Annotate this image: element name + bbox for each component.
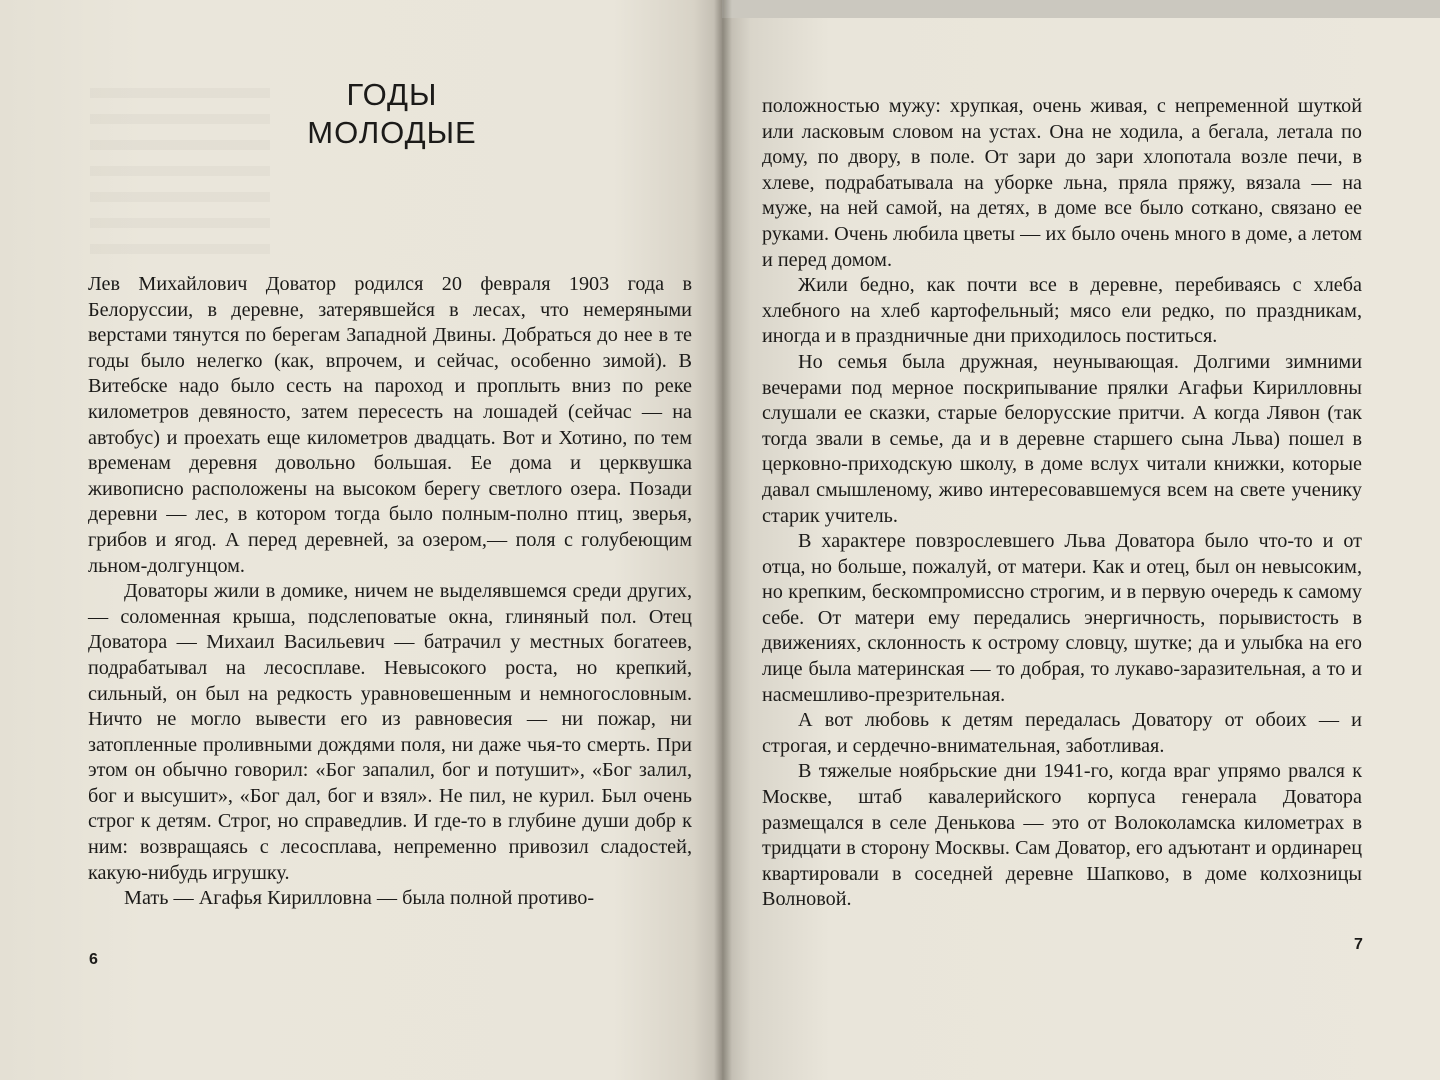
left-page-text — [88, 272, 692, 912]
page-number-right: 7 — [1354, 936, 1363, 953]
paragraph: А вот любовь к детям передалась Доватору от обоих — и строгая, и сердечно-внимательная, заботливая. — [762, 709, 1362, 757]
paragraph: Лев Михайлович Доватор родился 20 февраля 1903 года в Белоруссии, в деревне, затерявшейся в лесах, что немеряными верстами тянутся по берегам Западной Двины. Добраться до нее в те годы было нелегко (как, впрочем, и сейчас, особенно зимой). В Витебске надо было сесть на пароход и проплыть вниз по реке километров девяносто, затем пересесть на лошадей (сейчас — на автобус) и проехать еще километров двадцать. Вот и Хотино, по тем временам деревня довольно большая. Ее дома и церквушка живописно расположены на высоком берегу светлого озера. Позади деревни — лес, в котором тогда было полным-полно птиц, зверья, грибов и ягод. А перед деревней, за озером,— поля с голубеющим льном-долгунцом. — [88, 273, 692, 577]
paragraph: В тяжелые ноябрьские дни 1941-го, когда враг упрямо рвался к Москве, штаб кавалерийского корпуса генерала Доватора размещался в селе Денькова — это от Волоколамска километрах в тридцати в сторону Москвы. Сам Доватор, его адъютант и ординарец квартировали в соседней деревне Шапково, в доме колхозницы Волновой. — [762, 760, 1362, 911]
right-page-text — [762, 94, 1362, 913]
show-through-text — [90, 88, 270, 258]
book-gutter — [714, 0, 732, 1080]
paragraph: Но семья была дружная, неунывающая. Долгими зимними вечерами под мерное поскрипывание прялки Агафьи Кирилловны слушали ее сказки, старые белорусские притчи. А когда Лявон (так тогда звали в семье, да и в деревне старшего сына Льва) пошел в церковно-приходскую школу, в доме вслух читали книжки, которые давал смышленому, живо интересовавшемуся всем на свете ученику старик учитель. — [762, 350, 1362, 527]
chapter-title-line2: МОЛОДЫЕ — [307, 115, 477, 150]
paragraph: положностью мужу: хрупкая, очень живая, с непременной шуткой или ласковым словом на устах. Она не ходила, а бегала, летала по дому, по двору, в поле. От зари до зари хлопотала возле печи, в хлеве, подрабатывала на уборке льна, пряла пряжу, вязала — на муже, на ней самой, на детях, в доме все было соткано, связано ее руками. Очень любила цветы — их было очень много в доме, а летом и перед домом. — [762, 95, 1362, 271]
paragraph: Жили бедно, как почти все в деревне, перебиваясь с хлеба хлебного на хлеб картофельный; мясо ели редко, по праздникам, иногда и в праздничные дни приходилось поститься. — [762, 274, 1362, 348]
paragraph: В характере повзрослевшего Льва Доватора было что-то и от отца, но больше, пожалуй, от матери. Как и отец, был он невысоким, но крепким, бескомпромиссно строгим, и в первую очередь к самому себе. От матери ему передались энергичность, порывистость в движениях, склонность к острому словцу, шутке; да и улыбка на его лице была материнская — то добрая, то лукаво-заразительная, а то и насмешливо-презрительная. — [762, 530, 1362, 706]
chapter-title-line1: ГОДЫ — [346, 77, 438, 112]
chapter-title — [272, 76, 512, 152]
paragraph: Мать — Агафья Кирилловна — была полной противо- — [124, 887, 595, 910]
paragraph: Доваторы жили в домике, ничем не выделявшемся среди других,— соломенная крыша, подслеповатые окна, глиняный пол. Отец Доватора — Михаил Васильевич — батрачил у местных богатеев, подрабатывал на лесосплаве. Невысокого роста, но крепкий, сильный, он был на редкость уравновешенным и немногословным. Ничто не могло вывести его из равновесия — ни пожар, ни затопленные проливными дождями поля, ни даже чья-то смерть. При этом он обычно говорил: «Бог запалил, бог и потушит», «Бог залил, бог и высушит», «Бог дал, бог и взял». Не пил, не курил. Был очень строг к детям. Строг, но справедлив. И где-то в глубине души добр к ним: возвращаясь с лесосплава, непременно привозил сладостей, какую-нибудь игрушку. — [88, 580, 692, 884]
page-number-left: 6 — [89, 951, 98, 968]
